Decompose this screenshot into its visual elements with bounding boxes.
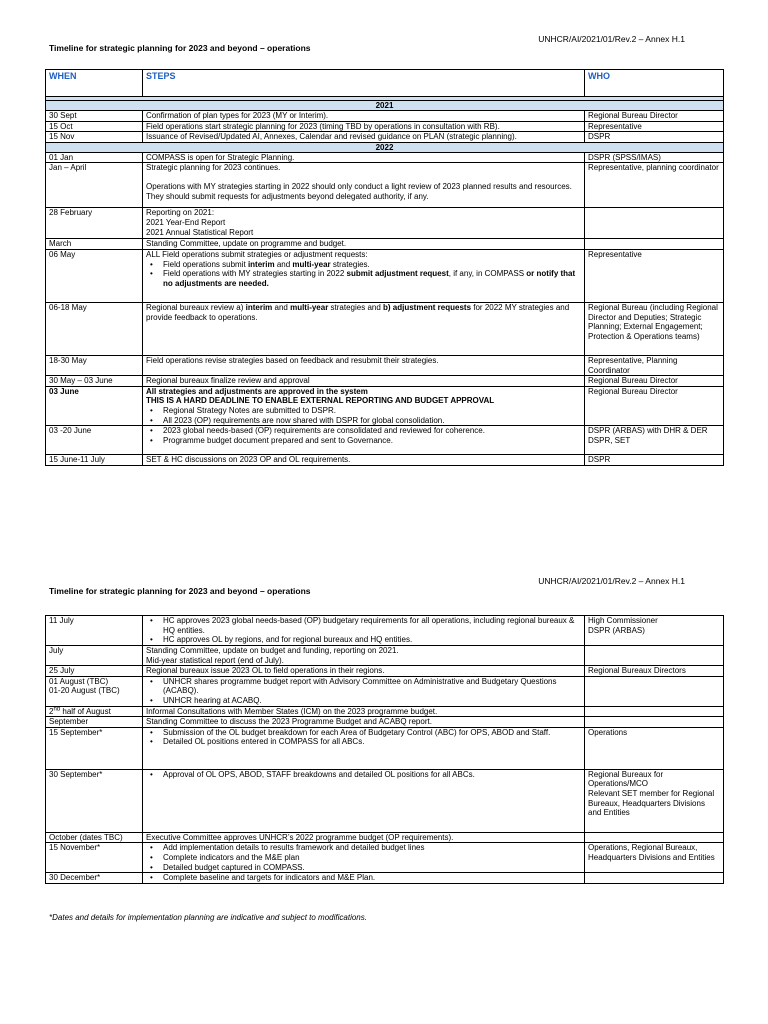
steps-cell xyxy=(143,386,585,425)
document-reference: UNHCR/AI/2021/01/Rev.2 – Annex H.1 xyxy=(538,576,685,586)
table-row xyxy=(46,249,724,302)
bullet-item: • Complete indicators and the M&E plan xyxy=(146,853,581,863)
bullet-list xyxy=(146,616,581,645)
table-row xyxy=(46,208,724,239)
when-cell: 18-30 May xyxy=(46,355,143,375)
bullet-item: • Field operations with MY strategies starting in 2022 submit adjustment request, if any, in COMPASS or notify that no adjustments are needed. xyxy=(146,269,581,288)
steps-cell: Standing Committee to discuss the 2023 Programme Budget and ACABQ report. xyxy=(143,717,585,728)
who-cell xyxy=(585,873,724,884)
who-cell xyxy=(585,239,724,250)
who-cell: Regional Bureaux for Operations/MCO Relevant SET member for Regional Bureaux, Headquarters Divisions and Entities xyxy=(585,769,724,832)
footnote: *Dates and details for implementation planning are indicative and subject to modifications. xyxy=(49,913,367,922)
table-row xyxy=(46,727,724,769)
bullet-item: • Detailed OL positions entered in COMPASS for all ABCs. xyxy=(146,737,581,747)
bullet-item: • 2023 global needs-based (OP) requirements are consolidated and reviewed for coherence. xyxy=(146,426,581,436)
bullet-item: • Complete baseline and targets for indicators and M&E Plan. xyxy=(146,873,581,883)
when-cell: 30 May – 03 June xyxy=(46,376,143,387)
table-row xyxy=(46,376,724,387)
steps-cell xyxy=(143,676,585,706)
table-row xyxy=(46,152,724,163)
steps-line: All strategies and adjustments are approved in the system xyxy=(146,386,368,396)
header-who: WHO xyxy=(585,70,724,97)
who-cell xyxy=(585,717,724,728)
table-row xyxy=(46,355,724,375)
table-row xyxy=(46,239,724,250)
who-cell: DSPR xyxy=(585,455,724,466)
steps-line: 2021 Year-End Report xyxy=(146,217,226,227)
when-cell: 15 Nov xyxy=(46,132,143,143)
who-cell: Representative, Planning Coordinator xyxy=(585,355,724,375)
steps-cell xyxy=(143,163,585,208)
document-title: Timeline for strategic planning for 2023 and beyond – operations xyxy=(49,43,311,53)
who-cell xyxy=(585,646,724,666)
steps-cell: Regional bureaux review a) interim and multi-year strategies and b) adjustment requests for 2022 MY strategies and provide feedback to operations. xyxy=(143,302,585,355)
bullet-item: • Regional Strategy Notes are submitted to DSPR. xyxy=(146,406,581,416)
who-cell: Regional Bureau Director xyxy=(585,376,724,387)
steps-line: 2021 Annual Statistical Report xyxy=(146,227,254,237)
table-row xyxy=(46,666,724,677)
bullet-item: • Submission of the OL budget breakdown for each Area of Budgetary Control (ABC) for OPS, ABOD and Staff. xyxy=(146,728,581,738)
who-cell xyxy=(585,676,724,706)
steps-cell: Regional bureaux finalize review and approval xyxy=(143,376,585,387)
table-row xyxy=(46,163,724,208)
when-cell: 30 December* xyxy=(46,873,143,884)
table-row xyxy=(46,873,724,884)
steps-cell: Issuance of Revised/Updated AI, Annexes, Calendar and revised guidance on PLAN (strategic planning). xyxy=(143,132,585,143)
bullet-list xyxy=(146,677,581,706)
bullet-item: • Detailed budget captured in COMPASS. xyxy=(146,863,581,873)
table-row xyxy=(46,616,724,646)
bullet-item: • HC approves OL by regions, and for regional bureaux and HQ entities. xyxy=(146,635,581,645)
when-cell: Jan – April xyxy=(46,163,143,208)
header-row xyxy=(46,70,724,97)
year-row-2022 xyxy=(46,142,724,152)
bullet-item: • All 2023 (OP) requirements are now shared with DSPR for global consolidation. xyxy=(146,416,581,426)
table-row xyxy=(46,111,724,122)
bullet-item: • Add implementation details to results framework and detailed budget lines xyxy=(146,843,581,853)
when-cell: 15 Oct xyxy=(46,121,143,132)
when-cell: 25 July xyxy=(46,666,143,677)
steps-cell: Informal Consultations with Member States (ICM) on the 2023 programme budget. xyxy=(143,706,585,717)
steps-cell: Field operations revise strategies based on feedback and resubmit their strategies. xyxy=(143,355,585,375)
steps-line: Reporting on 2021: xyxy=(146,208,215,218)
steps-line: ALL Field operations submit strategies or adjustment requests: xyxy=(146,249,368,259)
when-cell: 06-18 May xyxy=(46,302,143,355)
steps-cell: Confirmation of plan types for 2023 (MY or Interim). xyxy=(143,111,585,122)
steps-cell xyxy=(143,727,585,769)
timeline-table-2021-2022 xyxy=(45,69,724,466)
header-when: WHEN xyxy=(46,70,143,97)
year-label: 2021 xyxy=(46,101,724,111)
when-cell: 15 November* xyxy=(46,843,143,873)
year-label: 2022 xyxy=(46,142,724,152)
when-cell: March xyxy=(46,239,143,250)
when-cell: 03 June xyxy=(46,386,143,425)
steps-cell xyxy=(143,843,585,873)
table-row xyxy=(46,426,724,455)
bullet-list xyxy=(146,728,581,747)
who-cell: Regional Bureau Director xyxy=(585,111,724,122)
when-cell: 15 June-11 July xyxy=(46,455,143,466)
timeline-table-continued xyxy=(45,615,724,884)
when-cell: 06 May xyxy=(46,249,143,302)
table-row xyxy=(46,455,724,466)
steps-cell: Regional bureaux issue 2023 OL to field operations in their regions. xyxy=(143,666,585,677)
when-cell: 01 Jan xyxy=(46,152,143,163)
steps-cell: Standing Committee, update on programme and budget. xyxy=(143,239,585,250)
bullet-item: • HC approves 2023 global needs-based (OP) budgetary requirements for all operations, including regional bureaux & HQ entities. xyxy=(146,616,581,635)
when-cell: 28 February xyxy=(46,208,143,239)
bullet-list xyxy=(146,873,581,883)
year-row-2021 xyxy=(46,101,724,111)
steps-cell xyxy=(143,426,585,455)
table-row xyxy=(46,646,724,666)
steps-cell: COMPASS is open for Strategic Planning. xyxy=(143,152,585,163)
who-cell: Regional Bureau (including Regional Director and Deputies; Strategic Planning; External Engagement; Protection & Operations teams) xyxy=(585,302,724,355)
steps-cell: SET & HC discussions on 2023 OP and OL requirements. xyxy=(143,455,585,466)
document-reference: UNHCR/AI/2021/01/Rev.2 – Annex H.1 xyxy=(538,34,685,44)
table-row xyxy=(46,832,724,843)
steps-cell: Executive Committee approves UNHCR’s 2022 programme budget (OP requirements). xyxy=(143,832,585,843)
bullet-item: • UNHCR shares programme budget report with Advisory Committee on Administrative and Budgetary Questions (ACABQ). xyxy=(146,677,581,696)
when-cell: 01 August (TBC) 01-20 August (TBC) xyxy=(46,676,143,706)
steps-cell xyxy=(143,249,585,302)
steps-cell: Standing Committee, update on budget and funding, reporting on 2021. Mid-year statistical report (end of July). xyxy=(143,646,585,666)
when-cell: 03 -20 June xyxy=(46,426,143,455)
when-cell: September xyxy=(46,717,143,728)
when-cell: October (dates TBC) xyxy=(46,832,143,843)
who-cell: High Commissioner DSPR (ARBAS) xyxy=(585,616,724,646)
who-cell: Operations xyxy=(585,727,724,769)
bullet-list xyxy=(146,843,581,872)
steps-cell xyxy=(143,616,585,646)
who-cell: Operations, Regional Bureaux, Headquarters Divisions and Entities xyxy=(585,843,724,873)
who-cell xyxy=(585,832,724,843)
when-cell: 15 September* xyxy=(46,727,143,769)
who-cell xyxy=(585,208,724,239)
bullet-list xyxy=(146,426,581,445)
table-row xyxy=(46,769,724,832)
bullet-item: • Programme budget document prepared and sent to Governance. xyxy=(146,436,581,446)
table-row xyxy=(46,132,724,143)
steps-cell xyxy=(143,769,585,832)
bullet-list xyxy=(146,260,581,289)
who-cell: Regional Bureaux Directors xyxy=(585,666,724,677)
who-cell: DSPR (SPSS/IMAS) xyxy=(585,152,724,163)
who-cell xyxy=(585,706,724,717)
steps-line: Strategic planning for 2023 continues. xyxy=(146,163,281,173)
steps-cell: Field operations start strategic planning for 2023 (timing TBD by operations in consultation with RB). xyxy=(143,121,585,132)
when-cell: July xyxy=(46,646,143,666)
who-cell: DSPR (ARBAS) with DHR & DER DSPR, SET xyxy=(585,426,724,455)
when-cell: 30 September* xyxy=(46,769,143,832)
who-cell: DSPR xyxy=(585,132,724,143)
bullet-list xyxy=(146,770,581,780)
table-row xyxy=(46,121,724,132)
who-cell: Regional Bureau Director xyxy=(585,386,724,425)
when-cell: 30 Sept xyxy=(46,111,143,122)
when-cell: 11 July xyxy=(46,616,143,646)
bullet-item: • Field operations submit interim and multi-year strategies. xyxy=(146,260,581,270)
table-row xyxy=(46,676,724,706)
bullet-list xyxy=(146,406,581,425)
table-row xyxy=(46,386,724,425)
when-cell: 2nd half of August xyxy=(46,706,143,717)
who-cell: Representative xyxy=(585,121,724,132)
steps-line: THIS IS A HARD DEADLINE TO ENABLE EXTERNAL REPORTING AND BUDGET APPROVAL xyxy=(146,396,495,406)
document-title: Timeline for strategic planning for 2023 and beyond – operations xyxy=(49,586,311,596)
table-row xyxy=(46,717,724,728)
table-row xyxy=(46,706,724,717)
steps-line: Operations with MY strategies starting in 2022 should only conduct a light review of 2023 planned results and resources. They should submit requests for adjustments beyond delegated authority, if any. xyxy=(146,181,572,201)
steps-cell xyxy=(143,208,585,239)
steps-cell xyxy=(143,873,585,884)
header-steps: STEPS xyxy=(143,70,585,97)
who-cell: Representative xyxy=(585,249,724,302)
who-cell: Representative, planning coordinator xyxy=(585,163,724,208)
table-row xyxy=(46,843,724,873)
table-row xyxy=(46,302,724,355)
bullet-item: • Approval of OL OPS, ABOD, STAFF breakdowns and detailed OL positions for all ABCs. xyxy=(146,770,581,780)
bullet-item: • UNHCR hearing at ACABQ. xyxy=(146,696,581,706)
